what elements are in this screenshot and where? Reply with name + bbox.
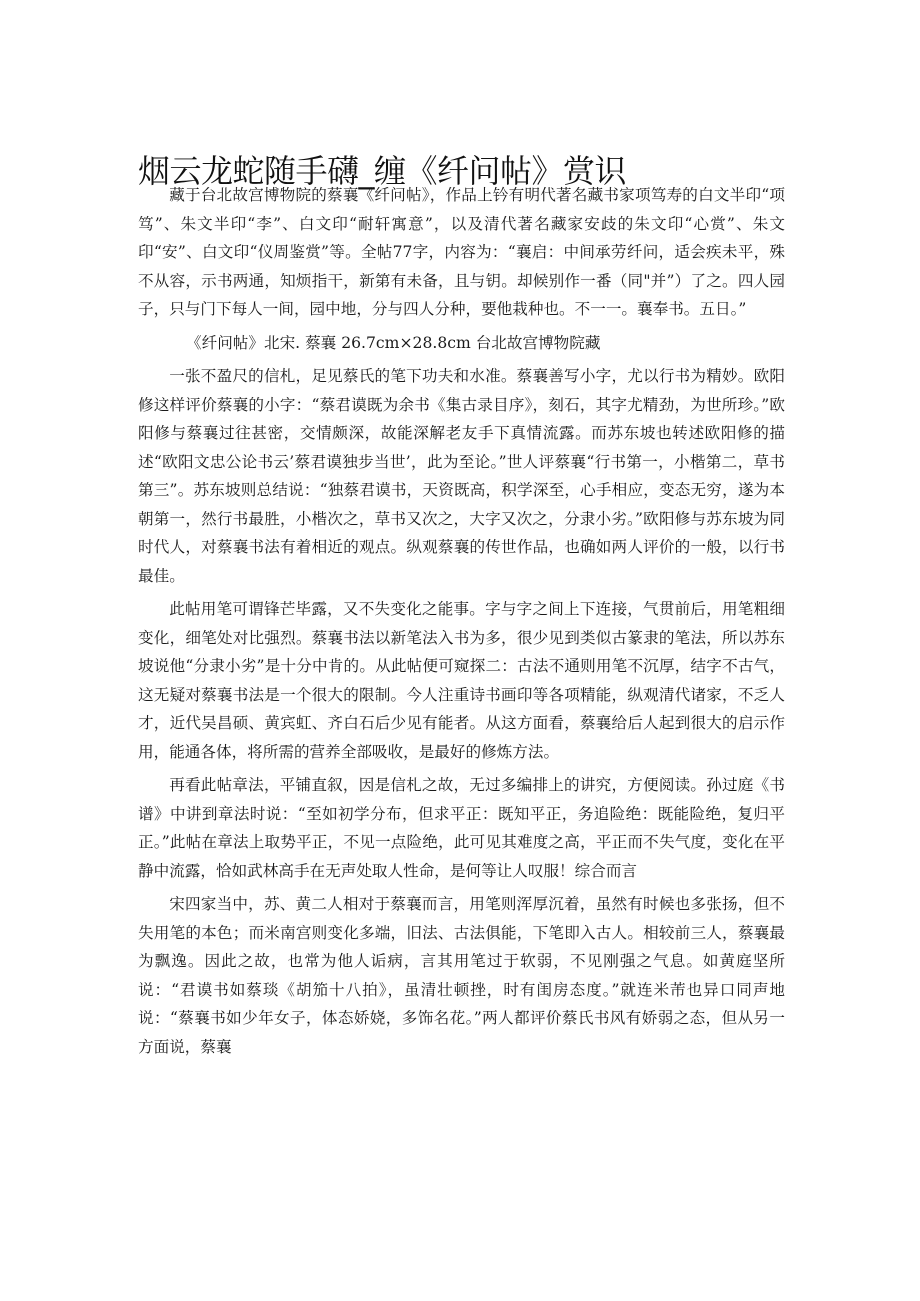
paragraph-brushwork: 此帖用笔可谓锋芒毕露，又不失变化之能事。字与字之间上下连接，气贯前后，用笔粗细变化，细笔处对比强烈。蔡襄书法以新笔法入书为多，很少见到类似古篆隶的笔法，所以苏东坡说他“分隶小劣”是十分中肯的。从此帖便可窥探二：古法不通则用笔不沉厚，结字不古气，这无疑对蔡襄书法是一个很大的限制。今人注重诗书画印等各项精能，纵观清代诸家，不乏人才，近代吴昌硕、黄宾虹、齐白石后少见有能者。从这方面看，蔡襄给后人起到很大的启示作用，能通各体，将所需的营养全部吸收，是最好的修炼方法。 xyxy=(138,600,785,761)
paragraph-composition: 再看此帖章法，平铺直叙，因是信札之故，无过多编排上的讲究，方便阅读。孙过庭《书谱》中讲到章法时说：“至如初学分布，但求平正：既知平正，务追险绝：既能险绝，复归平正。”此帖在章法上取势平正，不见一点险绝，此可见其难度之高，平正而不失气度，变化在平静中流露，恰如武林高手在无声处取人性命，是何等让人叹服！综合而言 xyxy=(138,776,785,880)
paragraph-comparison: 宋四家当中，苏、黄二人相对于蔡襄而言，用笔则浑厚沉着，虽然有时候也多张扬，但不失用笔的本色；而米南宫则变化多端，旧法、古法俱能，下笔即入古人。相较前三人，蔡襄最为飘逸。因此之故，也常为他人诟病，言其用笔过于软弱，不见刚强之气息。如黄庭坚所说：“君谟书如蔡琰《胡笳十八拍》，虽清壮顿挫，时有闺房态度。”就连米芾也异口同声地说：“蔡襄书如少年女子，体态娇娆，多饰名花。”两人都评价蔡氏书风有娇弱之态，但从另一方面说，蔡襄 xyxy=(138,895,785,1056)
paragraph-evaluation: 一张不盈尺的信札，足见蔡氏的笔下功夫和水准。蔡襄善写小字，尤以行书为精妙。欧阳修这样评价蔡襄的小字：“蔡君谟既为余书《集古录目序》，刻石，其字尤精劲，为世所珍。”欧阳修与蔡襄过往甚密，交情颇深，故能深解老友手下真情流露。而苏东坡也转述欧阳修的描述“欧阳文忠公论书云’蔡君谟独步当世’，此为至论。”世人评蔡襄“行书第一，小楷第二，草书第三”。苏东坡则总结说：“独蔡君谟书，天资既高，积学深至，心手相应，变态无穷，遂为本朝第一，然行书最胜，小楷次之，草书又次之，大字又次之，分隶小劣。”欧阳修与苏东坡为同时代人，对蔡襄书法有着相近的观点。纵观蔡襄的传世作品，也确如两人评价的一般，以行书最佳。 xyxy=(138,367,785,585)
article-body xyxy=(138,181,785,1066)
article-title: 烟云龙蛇随手礴_缠《纤问帖》赏识 xyxy=(138,152,627,191)
image-caption: 《纤问帖》北宋. 蔡襄 26.7cm×28.8cm 台北故宫博物院藏 xyxy=(186,333,601,352)
paragraph-intro: 藏于台北故宫博物院的蔡襄《纤问帖》，作品上钤有明代著名藏书家项笃寿的白文半印“项笃”、朱文半印“李”、白文印“耐轩寓意”，以及清代著名藏家安歧的朱文印“心赏”、朱文印“安”、白文印“仪周鉴赏”等。全帖77字，内容为：“襄启：中间承劳纤问，适会疾未平，殊不从容，示书两通，知烦指干，新第有未备，且与钥。却候别作一番（同"并”）了之。四人园子，只与门下每人一间，园中地，分与四人分种，要他栽种也。不一一。襄奉书。五日。” xyxy=(138,186,785,318)
